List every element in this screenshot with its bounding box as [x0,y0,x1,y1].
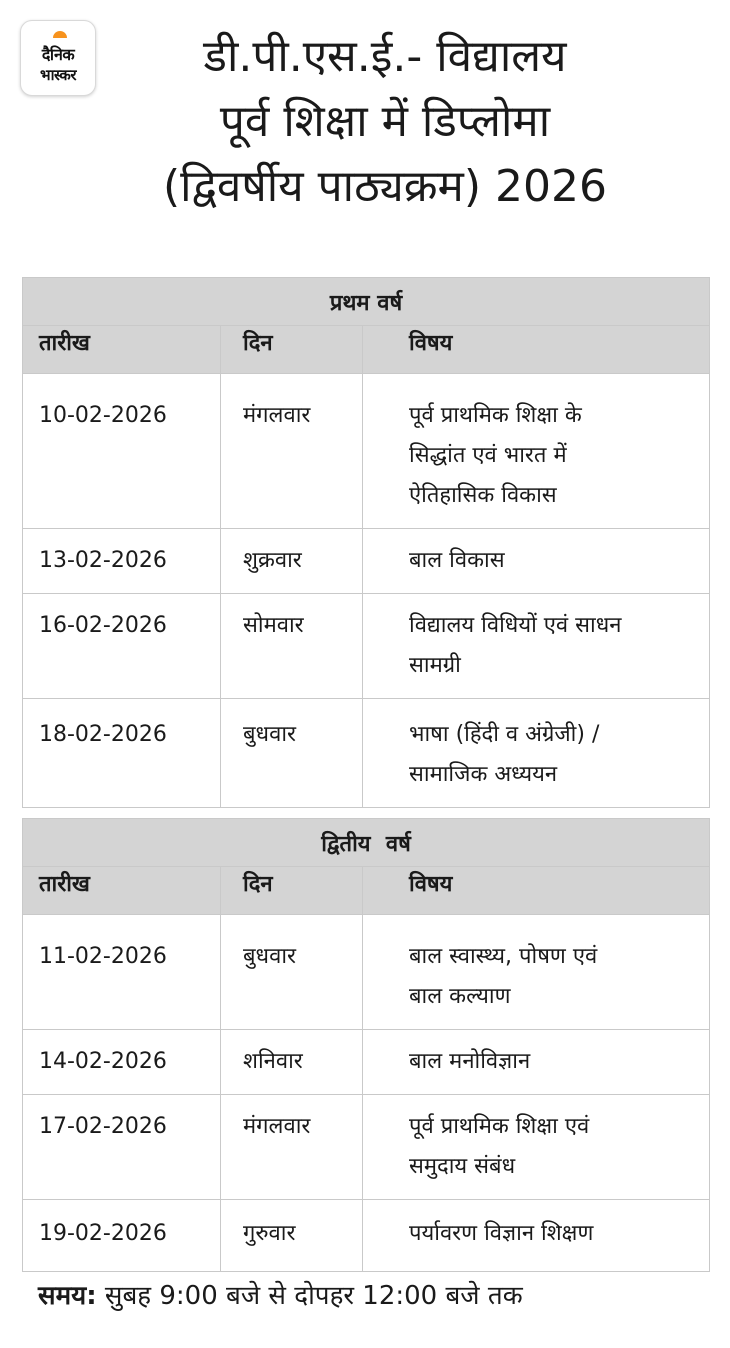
subject-cell: पूर्व प्राथमिक शिक्षा के सिद्धांत एवं भारत में ऐतिहासिक विकास [363,374,710,529]
first-year-table [22,277,710,808]
table-row [23,915,710,1030]
column-header-subject: विषय [363,867,710,915]
column-header-day: दिन [221,326,363,374]
day-cell: बुधवार [221,915,363,1030]
table-row [23,1095,710,1200]
day-cell: मंगलवार [221,1095,363,1200]
subject-cell: भाषा (हिंदी व अंग्रेजी) / सामाजिक अध्ययन [363,699,710,808]
title-line-1: डी.पी.एस.ई.- विद्यालय [203,31,567,82]
day-cell: बुधवार [221,699,363,808]
date-cell: 19-02-2026 [23,1200,221,1272]
date-cell: 11-02-2026 [23,915,221,1030]
column-header-subject: विषय [363,326,710,374]
subject-cell: पर्यावरण विज्ञान शिक्षण [363,1200,710,1272]
column-header-day: दिन [221,867,363,915]
second-year-table [22,818,710,1272]
day-cell: मंगलवार [221,374,363,529]
timing-label: समय: [38,1281,97,1311]
date-cell: 13-02-2026 [23,529,221,594]
logo-text-line2: भास्कर [40,66,76,84]
day-cell: गुरुवार [221,1200,363,1272]
title-line-3: (द्विवर्षीय पाठ्यक्रम) 2026 [163,161,607,212]
table-row [23,1030,710,1095]
logo-text-line1: दैनिक [41,45,75,64]
subject-cell: पूर्व प्राथमिक शिक्षा एवं समुदाय संबंध [363,1095,710,1200]
exam-timing [38,1276,523,1312]
day-cell: शनिवार [221,1030,363,1095]
date-cell: 10-02-2026 [23,374,221,529]
date-cell: 18-02-2026 [23,699,221,808]
first-year-heading: प्रथम वर्ष [23,278,710,326]
second-year-heading: द्वितीय वर्ष [23,819,710,867]
table-row [23,1200,710,1272]
column-header-date: तारीख [23,326,221,374]
date-cell: 16-02-2026 [23,594,221,699]
page-title [60,24,710,219]
day-cell: सोमवार [221,594,363,699]
title-line-2: पूर्व शिक्षा में डिप्लोमा [219,96,551,147]
subject-cell: बाल स्वास्थ्य, पोषण एवं बाल कल्याण [363,915,710,1030]
date-cell: 17-02-2026 [23,1095,221,1200]
table-row [23,374,710,529]
table-row [23,594,710,699]
table-row [23,699,710,808]
subject-cell: बाल विकास [363,529,710,594]
day-cell: शुक्रवार [221,529,363,594]
subject-cell: विद्यालय विधियों एवं साधन सामग्री [363,594,710,699]
timing-text: सुबह 9:00 बजे से दोपहर 12:00 बजे तक [96,1281,523,1311]
subject-cell: बाल मनोविज्ञान [363,1030,710,1095]
table-row [23,529,710,594]
date-cell: 14-02-2026 [23,1030,221,1095]
column-header-date: तारीख [23,867,221,915]
